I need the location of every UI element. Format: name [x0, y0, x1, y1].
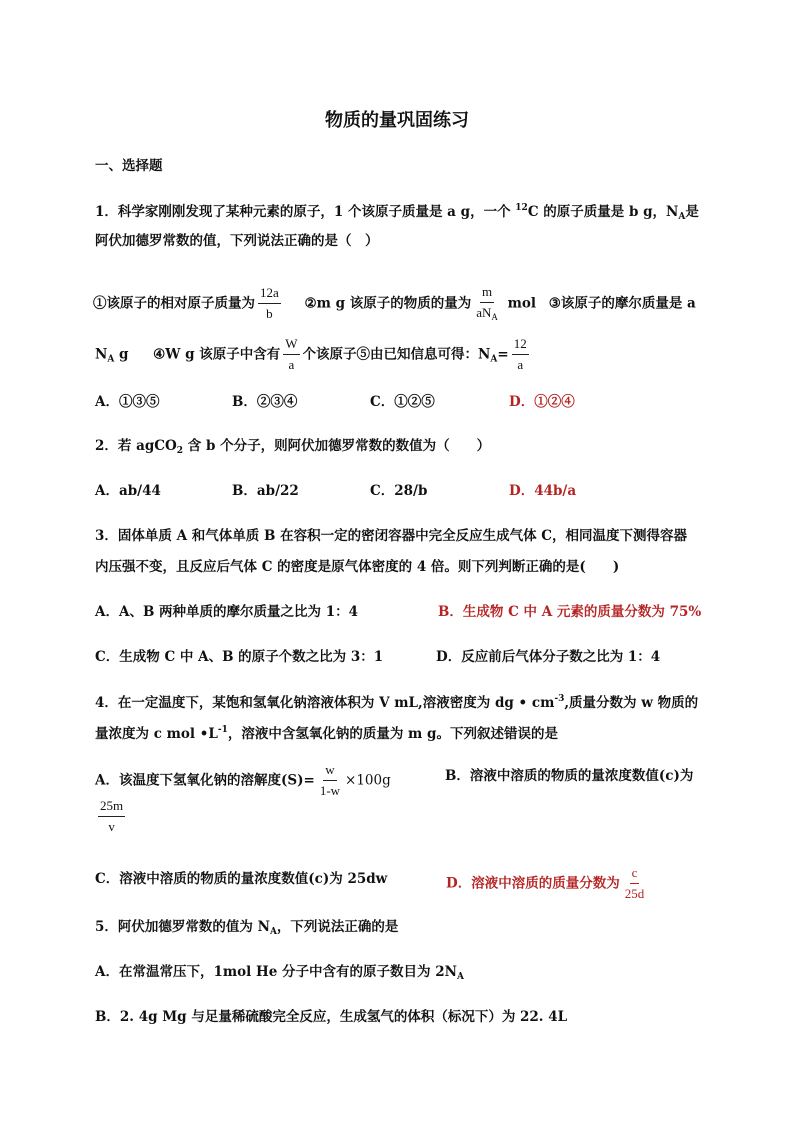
q2-option-c[interactable]: C．28/b: [370, 483, 428, 499]
q1-option-d-answer[interactable]: D．①②④: [509, 394, 575, 410]
q4-stem-line2: 量浓度为 c mol $•L^{-1}$，溶液中含氢氧化钠的质量为 m g。下列叙述错误的是: [95, 725, 558, 742]
q4-stem-line1: 4．在一定温度下，某饱和氢氧化钠溶液体积为 V mL,溶液密度为 dg • $cm^{-3}$,质量分数为 w 物质的: [95, 694, 699, 711]
q1-statement-1: ①该原子的相对原子质量为: [93, 295, 255, 312]
q2-option-d-answer[interactable]: D．44b/a: [509, 483, 577, 499]
q1-fraction-5: $\frac{12}{a}$: [513, 336, 527, 373]
q4-fraction-d: $\frac{c}{25d}$: [624, 865, 645, 902]
q1-statement-4: ④W g 该原子中含有: [153, 346, 281, 363]
q4-option-d-answer[interactable]: D．溶液中溶质的质量分数为 $\frac{c}{25d}$: [446, 865, 645, 902]
q3-stem-line1: 3．固体单质 A 和气体单质 B 在容积一定的密闭容器中完全反应生成气体 C，相同温度下测得容器: [95, 528, 688, 544]
q4-option-b-fraction-line: [98, 798, 724, 836]
q3-option-d[interactable]: D．反应前后气体分子数之比为 1：4: [436, 649, 661, 665]
q5-stem: 5．阿伏加德罗常数的值为 $N_A$，下列说法正确的是: [95, 919, 399, 937]
q2-stem: 2．若 agCO$_2$ 含 b 个分子，则阿伏加德罗常数的数值为（ ）: [95, 438, 491, 456]
q3-option-c[interactable]: C．生成物 C 中 A、B 的原子个数之比为 3：1: [95, 649, 384, 665]
q5-option-b[interactable]: B．2. 4g Mg 与足量稀硫酸完全反应，生成氢气的体积（标况下）为 22. 4L: [95, 1009, 568, 1025]
q4-option-c[interactable]: C．溶液中溶质的物质的量浓度数值(c)为 25dw: [95, 871, 388, 887]
page-title: 物质的量巩固练习: [325, 110, 469, 131]
q2-option-a[interactable]: A．ab/44: [95, 483, 161, 499]
q3-option-a[interactable]: A．A、B 两种单质的摩尔质量之比为 1：4: [95, 604, 359, 620]
q1-option-c[interactable]: C．①②⑤: [370, 394, 435, 410]
q1-fraction-1: $\frac{12a}{b}$: [260, 285, 279, 322]
q4-fraction-b: $\frac{25m}{v}$: [100, 798, 124, 835]
q4-fraction-a: $\frac{w}{1-w}$: [319, 762, 341, 799]
q3-stem-line2: 内压强不变，且反应后气体 C 的密度是原气体密度的 4 倍。则下列判断正确的是( ): [95, 559, 620, 575]
q1-option-b[interactable]: B．②③④: [232, 394, 298, 410]
q1-option-a[interactable]: A．①③⑤: [95, 394, 160, 410]
q1-statement-2: ②m g 该原子的物质的量为: [304, 295, 472, 312]
q5-option-a[interactable]: A．在常温常压下，1mol He 分子中含有的原子数目为 $2N_A$: [95, 964, 464, 982]
q3-option-b-answer[interactable]: B．生成物 C 中 A 元素的质量分数为 75%: [438, 604, 702, 620]
q4-option-a[interactable]: A．该温度下氢氧化钠的溶解度(S)= $\frac{w}{1-w}$ ×100g: [95, 762, 391, 799]
q2-option-b[interactable]: B．ab/22: [232, 483, 299, 499]
q1-fraction-4: $\frac{W}{a}$: [285, 336, 298, 373]
q1-stem-line1: 1．科学家刚刚发现了某种元素的原子，1 个该原子质量是 a g，一个 $^{12}$C 的原子质量是 b g，$N_A$是: [95, 203, 699, 222]
q1-statement-3: ③该原子的摩尔质量是 a: [548, 295, 696, 312]
q1-statements-line1: [93, 284, 724, 324]
q1-stem-line2: 阿伏加德罗常数的值，下列说法正确的是（ ）: [95, 233, 379, 249]
q1-fraction-2: $\frac{m}{aN_A}$: [476, 284, 498, 323]
q4-option-b[interactable]: B．溶液中溶质的物质的量浓度数值(c)为: [445, 768, 694, 784]
q1-statements-line2: $N_A$ g ④W g 该原子中含有 $\frac{W}{a}$ 个该原子⑤由已知信息可得：$N_A=$ $\frac{12}{a}$: [95, 336, 527, 373]
q1-statement-5: 个该原子⑤由已知信息可得：N: [302, 346, 491, 363]
section-heading: 一、选择题: [95, 158, 163, 174]
q1-statement-2-unit: mol: [507, 295, 537, 312]
